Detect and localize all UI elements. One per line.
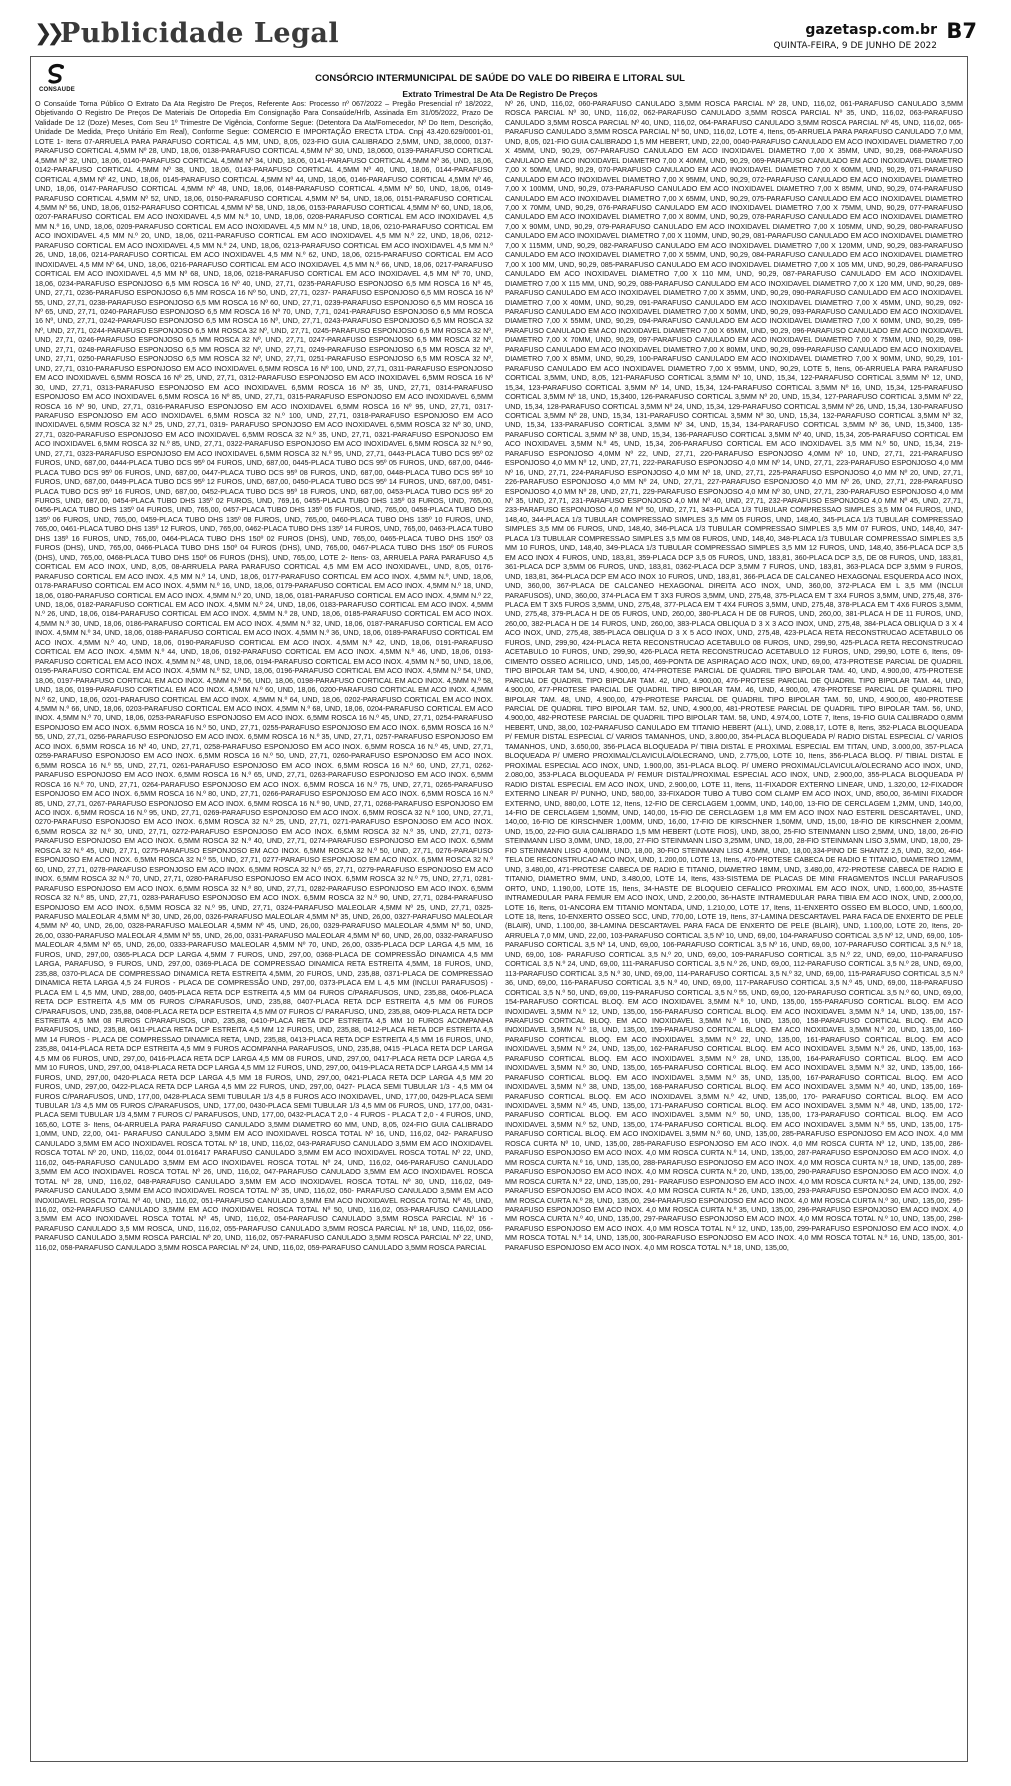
- organization-name: CONSÓRCIO INTERMUNICIPAL DE SAÚDE DO VALE DO RIBEIRA E LITORAL SUL: [315, 73, 685, 84]
- notice-column-right: [505, 99, 963, 1759]
- logo-text: CONSAUDE: [39, 87, 75, 93]
- issue-date: QUINTA-FEIRA, 9 DE JUNHO DE 2022: [773, 41, 937, 51]
- section-title: Publicidade Legal: [60, 18, 340, 49]
- notice-body-left: O Consaúde Torna Público O Extrato Da Ata Registro De Preços, Referente Aos: Processo nº 067/2022 – Pregão Presencial nº 18/2022, Objetivando O Registro De Preços De Materiais De Ortopedia Em Consignação Para Consaúde/Hrlb, Assinada Em 31/05/2022, Prazo De Validade De 12 (Doze) Meses, Com Seu 1º Trimestre De Vigência, Conforme Segue: (Detentora Da Ata/Fornecedor, Nº Do Item, Descrição, Unidade De Medida, Preço Unitário Em Real), Conforme Segue: COMERCIO E IMPORTAÇÃO ERECTA LTDA. Cnpj 43.420.629/0001-01, LOTE 1- Itens 07-ARRUELA PARA PARAFUSO CORTICAL 4,5 MM, UND, 8,05, 023-FIO GUIA CALIBRADO 2,5MM, UND, 38,0000, 0137-PARAFUSO CORTICAL 4,5MM Nº 28, UND, 18,06, 0138-PARAFUSO CORTICAL 4,5MM Nº 30, UND, 18,0600, 0139-PARAFUSO CORTICAL 4,5MM Nº 32, UND, 18,06, 0140-PARAFUSO CORTICAL 4,5MM Nº 34, UND, 18,06, 0141-PARAFUSO CORTICAL 4,5MM Nº 36, UND, 18,06, 0142-PARAFUSO CORTICAL 4,5MM Nº 38, UND, 18,06, 0143-PARAFUSO CORTICAL 4,5MM Nº 40, UND, 18,06, 0144-PARAFUSO CORTICAL 4,5MM Nº 42, UND, 18,06, 0145-PARAFUSO CORTICAL 4,5MM Nº 44, UND, 18,06, 0146-PARAFUSO CORTICAL 4,5MM Nº 46, UND, 18,06, 0147-PARAFUSO CORTICAL 4,5MM Nº 48, UND, 18,06, 0148-PARAFUSO CORTICAL 4,5MM Nº 50, UND, 18,06, 0149-PARAFUSO CORTICAL 4,5MM Nº 52, UND, 18,06, 0150-PARAFUSO CORTICAL 4,5MM Nº 54, UND, 18,06, 0151-PARAFUSO CORTICAL 4,5MM Nº 56, UND, 18,06, 0152-PARAFUSO CORTICAL 4,5MM Nº 58, UND, 18,06, 0153-PARAFUSO CORTICAL 4,5MM Nº 60, UND, 18,06, 0207-PARAFUSO CORTICAL EM ACO INOXIDAVEL 4,5 MM N.º 10, UND, 18,06, 0208-PARAFUSO CORTICAL EM ACO INOXIDAVEL 4,5 MM N.º 16, UND, 18,06, 0209-PARAFUSO CORTICAL EM ACO INOXIDAVEL 4,5 MM N.º 18, UND, 18,06, 0210-PARAFUSO CORTICAL EM ACO INOXIDAVEL 4,5 MM N.º 20, UND, 18,06, 0211-PARAFUSO CORTICAL EM ACO INOXIDAVEL 4,5 MM N.º 22, UND, 18,06, 0212-PARAFUSO CORTICAL EM ACO INOXIDAVEL 4,5 MM N.º 24, UND, 18,06, 0213-PARAFUSO CORTICAL EM ACO INOXIDAVEL 4,5 MM N.º 26, UND, 18,06, 0214-PARAFUSO CORTICAL EM ACO INOXIDAVEL 4,5 MM N.º 62, UND, 18,06, 0215-PARAFUSO CORTICAL EM ACO INOXIDAVEL 4,5 MM Nº 64, UND, 18,06, 0216-PARAFUSO CORTICAL EM ACO INOXIDAVEL 4,5 MM N.º 66, UND, 18,06, 0217-PARAFUSO CORTICAL EM ACO INOXIDAVEL 4,5 MM Nº 68, UND, 18,06, 0218-PARAFUSO CORTICAL EM ACO INOXIDAVEL 4,5 MM Nº 70, UND, 18,06, 0234-PARAFUSO ESPONJOSO 6,5 MM ROSCA 16 Nº 40, UND, 27,71, 0235-PARAFUSO ESPONJOSO 6,5 MM ROSCA 16 Nº 45, UND, 27,71, 0236-PARAFUSO ESPONJOSO 6,5 MM ROSCA 16 Nº 50, UND, 27,71, 0237- PARAFUSO ESPONJOSO 6,5 MM ROSCA 16 Nº 55, UND, 27,71, 0238-PARAFUSO ESPONJOSO 6,5 MM ROSCA 16 Nº 60, UND, 27,71, 0239-PARAFUSO ESPONJOSO 6,5 MM ROSCA 16 Nº 65, UND, 27,71, 0240-PARAFUSO ESPONJOSO 6,5 MM ROSCA 16 Nº 70, UND, 7,71, 0241-PARAFUSO ESPONJOSO 6,5 MM ROSCA 16 Nº, UND, 27,71, 0242-PARAFUSO ESPONJOSO 6,5 MM ROSCA 16 Nº, UND, 27,71, 0243-PARAFUSO ESPONJOSO 6,5 MM ROSCA 32 Nº, UND, 27,71, 0244-PARAFUSO ESPONJOSO 6,5 MM ROSCA 32 Nº, UND, 27,71, 0245-PARAFUSO ESPONJOSO 6,5 MM ROSCA 32 Nº, UND, 27,71, 0246-PARAFUSO ESPONJOSO 6,5 MM ROSCA 32 Nº, UND, 27,71, 0247-PARAFUSO ESPONJOSO 6,5 MM ROSCA 32 Nº, UND, 27,71, 0248-PARAFUSO ESPONJOSO 6,5 MM ROSCA 32 Nº, UND, 27,71, 0249-PARAFUSO ESPONJOSO 6,5 MM ROSCA 32 Nº, UND, 27,71, 0250-PARAFUSO ESPONJOSO 6,5 MM ROSCA 32 Nº, UND, 27,71, 0251-PARAFUSO ESPONJOSO 6,5 MM ROSCA 32 Nº, UND, 27,71, 0310-PARAFUSO ESPONJOSO EM ACO INOXIDAVEL 6,5MM ROSCA 16 Nº 100, UND, 27,71, 0311-PARAFUSO ESPONJOSO EM ACO INOXIDAVEL 6,5MM ROSCA 16 Nº 25, UND, 27,71, 0312-PARAFUSO ESPONJOSO EM ACO INOXIDAVEL 6,5MM ROSCA 16 Nº 30, UND, 27,71, 0313-PARAFUSO ESPONJOSO EM ACO INOXIDAVEL 6,5MM ROSCA 16 Nº 35, UND, 27,71, 0314-PARAFUSO ESPONJOSO EM ACO INOXIDAVEL 6,5MM ROSCA 16 Nº 85, UND, 27,71, 0315-PARAFUSO ESPONJOSO EM ACO INOXIDAVEL 6,5MM ROSCA 16 Nº 90, UND, 27,71, 0316-PARAFUSO ESPONJOSO EM ACO INOXIDAVEL 6,5MM ROSCA 16 Nº 95, UND, 27,71, 0317-PARAFUSO ESPONJOSO EM ACO INOXIDAVEL 6,5MM ROSCA 32 N.º 100, UND, 27,71, 0318-PARAFUSO ESPONJOSO EM ACO INOXIDAVEL 6,5MM ROSCA 32 N.º 25, UND, 27,71, 0319- PARAFUSO SPONJOSO EM ACO INOXIDAVEL 6,5MM ROSCA 32 Nº 30, UND, 27,71, 0320-PARAFUSO ESPONJOSO EM ACO INOXIDAVEL 6,5MM ROSCA 32 N.º 35, UND, 27,71, 0321-PARAFUSO ESPONJOSO EM ACO INOXIDAVEL 6,5MM ROSCA 32 N.º 85, UND, 27,71, 0322-PARAFUSO ESPONJOSO EM ACO INOXIDAVEL 6,5MM ROSCA 32 N.º 90, UND, 27,71, 0323-PARAFUSO ESPONJOSO EM ACO INOXIDAVEL 6,5MM ROSCA 32 N.º 95, UND, 27,71, 0443-PLACA TUBO DCS 95º 02 FUROS, UND, 687,00, 0444-PLACA TUBO DCS 95º 04 FUROS, UND, 687,00, 0445-PLACA TUBO DCS 95º 05 FUROS, UND, 687,00, 0446-PLACA TUBO DCS 95º 06 FUROS, UND, 687,00, 0447-PLACA TUBO DCS 95º 08 FUROS, UND, 687,00, 0448-PLACA TUBO DCS 95º 10 FUROS, UND, 687,00, 0449-PLACA TUBO DCS 95º 12 FUROS, UND, 687,00, 0450-PLACA TUBO DCS 95º 14 FUROS, UND, 687,00, 0451-PLACA TUBO DCS 95º 16 FUROS, UND, 687,00, 0452-PLACA TUBO DCS 95º 18 FUROS, UND, 687,00, 0453-PLACA TUBO DCS 95º 20 FUROS, UND, 687,00, 0454-PLACA TUBO DHS 135º 02 FUROS, UND, 769,16, 0455-PLACA TUBO DHS 135º 03 FUROS, UND, 765,00, 0456-PLACA TUBO DHS 135º 04 FUROS, UND, 765,00, 0457-PLACA TUBO DHS 135º 05 FUROS, UND, 765,00, 0458-PLACA TUBO DHS 135º 06 FUROS, UND, 765,00, 0459-PLACA TUBO DHS 135º 08 FUROS, UND, 765,00, 0460-PLACA TUBO DHS 135º 10 FUROS, UND, 765,00, 0461-PLACA TUBO DHS 135º 12 FUROS, UND, 765,00, 0462-PLACA TUBO DHS 135º 14 FUROS, UND, 765,00, 0463-PLACA TUBO DHS 135º 16 FUROS, UND, 765,00, 0464-PLACA TUBO DHS 150º 02 FUROS (DHS), UND, 765,00, 0465-PLACA TUBO DHS 150º 03 FUROS (DHS), UND, 765,00, 0466-PLACA TUBO DHS 150º 04 FUROS (DHS), UND, 765,00, 0467-PLACA TUBO DHS 150º 05 FUROS (DHS), UND, 765,00, 0468-PLACA TUBO DHS 150º 06 FUROS (DHS), UND, 765,00, LOTE 2- Itens- 03, ARRUELA PARA PARAFUSO 4,5 CORTICAL EM ACO INOX, UND, 8,05, 08-ARRUELA PARA PARAFUSO CORTICAL 4,5 MM EM ACO INOXIDAVEL, UND, 8,05, 0176-PARAFUSO CORTICAL EM ACO INOX. 4,5 MM N.º 14, UND, 18,06, 0177-PARAFUSO CORTICAL EM ACO INOX. 4,5MM N.º, UND, 18,06, 0178-PARAFUSO CORTICAL EM ACO INOX. 4,5MM N.º 16, UND, 18,06, 0179-PARAFUSO CORTICAL EM ACO INOX. 4,5MM N.º 18, UND, 18,06, 0180-PARAFUSO CORTICAL EM ACO INOX. 4,5MM N.º 20, UND, 18,06, 0181-PARAFUSO CORTICAL EM ACO INOX. 4,5MM N.º 22, UND, 18,06, 0182-PARAFUSO CORTICAL EM ACO INOX. 4,5MM N.º 24, UND, 18,06, 0183-PARAFUSO CORTICAL EM ACO INOX. 4,5MM N.º 26, UND, 18,06, 0184-PARAFUSO CORTICAL EM ACO INOX. 4,5MM N.º 28, UND, 18,06, 0185-PARAFUSO CORTICAL EM ACO INOX. 4,5MM N.º 30, UND, 18,06, 0186-PARAFUSO CORTICAL EM ACO INOX. 4,5MM N.º 32, UND, 18,06, 0187-PARAFUSO CORTICAL EM ACO INOX. 4,5MM N.º 34, UND, 18,06, 0188-PARAFUSO CORTICAL EM ACO INOX. 4,5MM N.º 36, UND, 18,06, 0189-PARAFUSO CORTICAL EM ACO INOX. 4,5MM N.º 40, UND, 18,06, 0190-PARAFUSO CORTICAL EM ACO INOX. 4,5MM N.º 42, UND, 18,06, 0191-PARAFUSO CORTICAL EM ACO INOX. 4,5MM N.º 44, UND, 18,06, 0192-PARAFUSO CORTICAL EM ACO INOX. 4,5MM N.º 46, UND, 18,06, 0193-PARAFUSO CORTICAL EM ACO INOX. 4,5MM N.º 48, UND, 18,06, 0194-PARAFUSO CORTICAL EM ACO INOX. 4,5MM N.º 50, UND, 18,06, 0195-PARAFUSO CORTICAL EM ACO INOX. 4,5MM N.º 52, UND, 18,06, 0196-PARAFUSO CORTICAL EM ACO INOX. 4,5MM N.º 54, UND, 18,06, 0197-PARAFUSO CORTICAL EM ACO INOX. 4,5MM N.º 56, UND, 18,06, 0198-PARAFUSO CORTICAL EM ACO INOX. 4,5MM N.º 58, UND, 18,06, 0199-PARAFUSO CORTICAL EM ACO INOX. 4,5MM N.º 60, UND, 18,06, 0200-PARAFUSO CORTICAL EM ACO INOX. 4,5MM N.º 62, UND, 18,06, 0201-PARAFUSO CORTICAL EM ACO INOX. 4,5MM N.º 64, UND, 18,06, 0202-PARAFUSO CORTICAL EM ACO INOX. 4,5MM N.º 66, UND, 18,06, 0203-PARAFUSO CORTICAL EM ACO INOX. 4,5MM N.º 68, UND, 18,06, 0204-PARAFUSO CORTICAL EM ACO INOX. 4,5MM N.º 70, UND, 18,06, 0253-PARAFUSO ESPONJOSO EM ACO INOX. 6,5MM ROSCA 16 N.º 45, UND, 27,71, 0254-PARAFUSO ESPONJOSO EM ACO INOX. 6,5MM ROSCA 16 N.º 50, UND, 27,71, 0255-PARAFUSO ESPONJOSO EM ACO INOX. 6,5MM ROSCA 16 N.º 55, UND, 27,71, 0256-PARAFUSO ESPONJOSO EM ACO INOX. 6,5MM ROSCA 16 N.º 35, UND, 27,71, 0257-PARAFUSO ESPONJOSO EM ACO INOX. 6,5MM ROSCA 16 Nº 40, UND, 27,71, 0258-PARAFUSO ESPONJOSO EM ACO INOX. 6,5MM ROSCA 16 N.º 45, UND, 27,71, 0259-PARAFUSO ESPONJOSO EM ACO INOX. 6,5MM ROSCA 16 N.º 50, UND, 27,71, 0260-PARAFUSO ESPONJOSO EM ACO INOX. 6,5MM ROSCA 16 N.º 55, UND, 27,71, 0261-PARAFUSO ESPONJOSO EM ACO INOX. 6,5MM ROSCA 16 N.º 60, UND, 27,71, 0262-PARAFUSO ESPONJOSO EM ACO INOX. 6,5MM ROSCA 16 N.º 65, UND, 27,71, 0263-PARAFUSO ESPONJOSO EM ACO INOX. 6,5MM ROSCA 16 N.º 70, UND, 27,71, 0264-PARAFUSO ESPONJOSO EM ACO INOX. 6,5MM ROSCA 16 N.º 75, UND, 27,71, 0265-PARAFUSO ESPONJOSO EM ACO INOX. 6,5MM ROSCA 16 N.º 80, UND, 27,71, 0266-PARAFUSO ESPONJOSO EM ACO INOX. 6,5MM ROSCA 16 N.º 85, UND, 27,71, 0267-PARAFUSO ESPONJOSO EM ACO INOX. 6,5MM ROSCA 16 N.º 90, UND, 27,71, 0268-PARAFUSO ESPONJOSO EM ACO INOX. 6,5MM ROSCA 16 N.º 95, UND, 27,71, 0269-PARAFUSO ESPONJOSO EM ACO INOX. 6,5MM ROSCA 32 N.º 100, UND, 27,71, 0270-PARAFUSO ESPONJOSO EM ACO INOX. 6,5MM ROSCA 32 N.º 25, UND, 27,71, 0271-PARAFUSO ESPONJOSO EM ACO INOX. 6,5MM ROSCA 32 N.º 30, UND, 27,71, 0272-PARAFUSO ESPONJOSO EM ACO INOX. 6,5MM ROSCA 32 N.º 35, UND, 27,71, 0273-PARAFUSO ESPONJOSO EM ACO INOX. 6,5MM ROSCA 32 N.º 40, UND, 27,71, 0274-PARAFUSO ESPONJOSO EM ACO INOX. 6,5MM ROSCA 32 N.º 45, UND, 27,71, 0275-PARAFUSO ESPONJOSO EM ACO INOX. 6,5MM ROSCA 32 N.º 50, UND, 27,71, 0276-PARAFUSO ESPONJOSO EM ACO INOX. 6,5MM ROSCA 32 N.º 55, UND, 27,71, 0277-PARAFUSO ESPONJOSO EM ACO INOX. 6,5MM ROSCA 32 N.º 60, UND, 27,71, 0278-PARAFUSO ESPONJOSO EM ACO INOX. 6,5MM ROSCA 32 N.º 65, 27,71, 0279-PARAFUSO ESPONJOSO EM ACO INOX. 6,5MM ROSCA 32 N.º 70, UND, 27,71, 0280-PARAFUSO ESPONJOSO EM ACO INOX. 6,5MM ROSCA 32 N.º 75, UND, 27,71, 0281-PARAFUSO ESPONJOSO EM ACO INOX. 6,5MM ROSCA 32 N.º 80, UND, 27,71, 0282-PARAFUSO ESPONJOSO EM ACO INOX. 6,5MM ROSCA 32 N.º 85, UND, 27,71, 0283-PARAFUSO ESPONJOSO EM ACO INOX. 6,5MM ROSCA 32 N.º 90, UND, 27,71, 0284-PARAFUSO ESPONJOSO EM ACO INOX. 6,5MM ROSCA 32 N.º 95, UND, 27,71, 0324-PARAFUSO MALEOLAR 4,5MM Nº 25, UND, 27,71, 0325-PARAFUSO MALEOLAR 4,5MM Nº 30, UND, 26,00, 0326-PARAFUSO MALEOLAR 4,5MM Nº 35, UND, 26,00, 0327-PARAFUSO MALEOLAR 4,5MM Nº 40, UND, 26,00, 0328-PARAFUSO MALEOLAR 4,5MM Nº 45, UND, 26,00, 0329-PARAFUSO MALEOLAR 4,5MM Nº 50, UND, 26,00, 0330-PARAFUSO MALEOLAR 4,5MM Nº 55, UND, 26,00, 0331-PARAFUSO MALEOLAR 4,5MM Nº 60, UND, 26,00, 0332-PARAFUSO MALEOLAR 4,5MM Nº 65, UND, 26,00, 0333-PARAFUSO MALEOLAR 4,5MM Nº 70, UND, 26,00, 0335-PLACA DCP LARGA 4,5 MM, 16 FUROS, UND, 297,00, 0365-PLACA DCP LARGA 4,5MM 7 FUROS, UND, 297,00, 0368-PLACA DE COMPRESSÃO DINAMICA 4,5 MM LARGA, PARAFUSO, 9 FUROS, UND, 297,00, 0369-PLACA DE COMPRESSAO DINAMICA RETA ESTREITA 4,5MM, 18 FUROS, UND, 235,88, 0370-PLACA DE COMPRESSAO DINAMICA RETA ESTREITA 4,5MM, 20 FUROS, UND, 235,88, 0371-PLACA DE COMPRESSAO DINAMICA RETA LARGA 4,5 24 FUROS - PLACA DE COMPRESSÃO UND, 297,00, 0373-PLACA EM L 4,5 MM (INCLUI PARAFUSOS) - PLACA EM L 4,5 MM, UND, 288,00, 0405-PLACA RETA DCP ESTREITA 4,5 MM 04 FUROS C/PARAFUSOS, UND, 235,88, 0406-PLACA RETA DCP ESTREITA 4,5 MM 05 FUROS C/PARAFUSOS, UND, 235,88, 0407-PLACA RETA DCP ESTREITA 4,5 MM 06 FUROS C/PARAFUSOS, UND, 235,88, 0408-PLACA RETA DCP ESTREITA 4,5 MM 07 FUROS C/ PARAFUSO, UND, 235,88, 0409-PLACA RETA DCP ESTREITA 4,5 MM 08 FUROS C/PARAFUSOS, UND, 235,88, 0410-PLACA RETA DCP ESTREITA 4,5 MM 10 FUROS ACOMPANHA PARAFUSOS, UND, 235,88, 0411-PLACA RETA DCP ESTREITA 4,5 MM 12 FUROS, UND, 235,88, 0412-PLACA RETA DCP ESTREITA 4,5 MM 14 FUROS - PLACA DE COMPRESSAO DINAMICA RETA, UND, 235,88, 0413-PLACA RETA DCP ESTREITA 4,5 MM 16 FUROS, UND, 235,88, 0414-PLACA RETA DCP ESTREITA 4,5 MM 9 FUROS ACOMPANHA PARAFUSOS, UND, 235,88, 0415 -PLACA RETA DCP LARGA 4,5 MM 06 FUROS, UND, 297,00, 0416-PLACA RETA DCP LARGA 4,5 MM 08 FUROS, UND, 297,00, 0417-PLACA RETA DCP LARGA 4,5 MM 10 FUROS, UND, 297,00, 0418-PLACA RETA DCP LARGA 4,5 MM 12 FUROS, UND, 297,00, 0419-PLACA RETA DCP LARGA 4,5 MM 14 FUROS, UND, 297,00, 0420-PLACA RETA DCP LARGA 4,5 MM 18 FUROS, UND, 297,00, 0421-PLACA RETA DCP LARGA 4,5 MM 20 FUROS, UND, 297,00, 0422-PLACA RETA DCP LARGA 4,5 MM 22 FUROS, UND, 297,00, 0427- PLACA SEMI TUBULAR 1/3 - 4,5 MM 04 FUROS C/PARAFUSOS, UND, 177,00, 0428-PLACA SEMI TUBULAR 1/3 4,5 8 FUROS ACO INOXIDAVEL, UND, 177,00, 0429-PLACA SEMI TUBULAR 1/3 4,5 MM 05 FUROS C/PARAFUSOS, UND, 177,00, 0430-PLACA SEMI TUBULAR 1/3 4,5 MM 06 FUROS, UND, 177,00, 0431-PLACA SEMI TUBULAR 1/3 4,5MM 7 FUROS C/ PARAFUSOS, UND, 177,00, 0432-PLACA T 2,0 - 4 FUROS - PLACA T 2,0 - 4 FUROS, UND, 165,60, LOTE 3- Itens, 04-ARRUELA PARA PARAFUSO CANULADO 3,5MM DIAMETRO 60 MM, UND, 8,05, 024-FIO GUIA CALIBRADO 1,0MM, UND, 22,00, 041- PARAFUSO CANULADO 3,5MM EM ACO INOXIDAVEL ROSCA TOTAL Nº 16, UND, 116,02, 042- PARAFUSO CANULADO 3,5MM EM ACO INOXIDAVEL ROSCA TOTAL Nº 18, UND, 116,02, 043-PARAFUSO CANULADO 3,5MM EM ACO INOXIDAVEL ROSCA TOTAL Nº 20, UND, 116,02, 0044 01.016417 PARAFUSO CANULADO 3,5MM EM ACO INOXIDAVEL ROSCA TOTAL Nº 22, UND, 116,02, 045-PARAFUSO CANULADO 3,5MM EM ACO INOXIDAVEL ROSCA TOTAL Nº 24, UND, 116,02, 046-PARAFUSO CANULADO 3,5MM EM ACO INOXIDAVEL ROSCA TOTAL Nº 26, UND, 116,02, 047-PARAFUSO CANULADO 3,5MM EM ACO INOXIDAVEL ROSCA TOTAL Nº 28, UND, 116,02, 048-PARAFUSO CANULADO 3,5MM EM ACO INOXIDAVEL ROSCA TOTAL Nº 30, UND, 116,02, 049-PARAFUSO CANULADO 3,5MM EM ACO INOXIDAVEL ROSCA TOTAL Nº 35, UND, 116,02, 050- PARAFUSO CANULADO 3,5MM EM ACO INOXIDAVEL ROSCA TOTAL Nº 40, UND, 116,02, 051-PARAFUSO CANULADO 3,5MM EM ACO INOXIDAVEL ROSCA TOTAL Nº 45, UND, 116,02, 052-PARAFUSO CANULADO 3,5MM EM ACO INOXIDAVEL ROSCA TOTAL Nº 50, UND, 116,02, 053-PARAFUSO CANULADO 3,5MM EM ACO INOXIDAVEL ROSCA TOTAL Nº 45, UND, 116,02, 054-PARAFUSO CANULADO 3,5MM ROSCA PARCIAL Nº 16 - PARAFUSO CANULADO 3,5 MM ROSCA, UND, 116,02, 055-PARAFUSO CANULADO 3,5MM ROSCA PARCIAL Nº 18, UND, 116,02, 056-PARAFUSO CANULADO 3,5MM ROSCA PARCIAL Nº 20, UND, 116,02, 057-PARAFUSO CANULADO 3,5MM ROSCA PARCIAL Nº 22, UND, 116,02, 058-PARAFUSO CANULADO 3,5MM ROSCA PARCIAL Nº 24, UND, 116,02, 059-PARAFUSO CANULADO 3,5MM ROSCA PARCIAL: [35, 99, 493, 1252]
- double-chevron-right-icon: ❯❯: [34, 21, 59, 46]
- site-name: gazetasp.com.br: [805, 22, 937, 38]
- legal-notice: [30, 56, 968, 1762]
- notice-column-left: [35, 99, 493, 1759]
- notice-body-right: Nº 26, UND, 116,02, 060-PARAFUSO CANULADO 3,5MM ROSCA PARCIAL Nº 28, UND, 116,02, 061-PARAFUSO CANULADO 3,5MM ROSCA PARCIAL Nº 30, UND, 116,02, 062-PARAFUSO CANULADO 3,5MM ROSCA PARCIAL Nº 35, UND, 116,02, 063-PARAFUSO CANULADO 3,5MM ROSCA PARCIAL Nº 40, UND, 116,02, 064-PARAFUSO CANULADO 3,5MM ROSCA PARCIAL Nº 45, UND, 116,02, 065-PARAFUSO CANULADO 3,5MM ROSCA PARCIAL Nº 50, UND, 116,02, LOTE 4, Itens, 05-ARRUELA PARA PARAFUSO CANULADO 7,0 MM, UND, 8,05, 021-FIO GUIA CALIBRADO 1,5 MM HEBERT, UND, 22,00, 0040-PARAFUSO CANULADO EM ACO INOXIDAVEL DIAMETRO 7,00 X 45MM, UND, 90,29, 067-PARAFUSO CANULADO EM ACO INOXIDAVEL DIAMETRO 7,00 X 35MM, UND, 90,29, 068-PARAFUSO CANULADO EM ACO INOXIDAVEL DIAMETRO 7,00 X 40MM, UND, 90,29, 069-PARAFUSO CANULADO EM ACO INOXIDAVEL DIAMETRO 7,00 X 50MM, UND, 90,29, 070-PARAFUSO CANULADO EM ACO INOXIDAVEL DIAMETRO 7,00 X 60MM, UND, 90,29, 071-PARAFUSO CANULADO EM ACO INOXIDAVEL DIAMETRO 7,00 X 95MM, UND, 90,29, 072-PARAFUSO CANULADO EM ACO INOXIDAVEL DIAMETRO 7,00 X 100MM, UND, 90,29, 073-PARAFUSO CANULADO EM ACO INOXIDAVEL DIAMETRO 7,00 X 85MM, UND, 90,29, 074-PARAFUSO CANULADO EM ACO INOXIDAVEL DIAMETRO 7,00 X 65MM, UND, 90,29, 075-PARAFUSO CANULADO EM ACO INOXIDAVEL DIAMETRO 7,00 X 70MM, UND, 90,29, 076-PARAFUSO CANULADO EM ACO INOXIDAVEL DIAMETRO 7,00 X 75MM, UND, 90,29, 077-PARAFUSO CANULADO EM ACO INOXIDAVEL DIAMETRO 7,00 X 80MM, UND, 90,29, 078-PARAFUSO CANULADO EM ACO INOXIDAVEL DIAMETRO 7,00 X 90MM, UND, 90,29, 079-PARAFUSO CANULADO EM ACO INOXIDAVEL DIAMETRO 7,00 X 105MM, UND, 90,29, 080-PARAFUSO CANULADO EM ACO INOXIDAVEL DIAMETRO 7,00 X 110MM, UND, 90,29, 081-PARAFUSO CANULADO EM ACO INOXIDAVEL DIAMETRO 7,00 X 115MM, UND, 90,29, 082-PARAFUSO CANULADO EM ACO INOXIDAVEL DIAMETRO 7,00 X 120MM, UND, 90,29, 083-PARAFUSO CANULADO EM ACO INOXIDAVEL DIAMETRO 7,00 X 55MM, UND, 90,29, 084-PARAFUSO CANULADO EM ACO INOXIDAVEL DIAMETRO 7,00 X 100 MM, UND, 90,29, 085-PARAFUSO CANULADO EM ACO INOXIDAVEL DIAMETRO 7,00 X 105 MM, UND, 90,29, 086-PARAFUSO CANULADO EM ACO INOXIDAVEL DIAMETRO 7,00 X 110 MM, UND, 90,29, 087-PARAFUSO CANULADO EM ACO INOXIDAVEL DIAMETRO 7,00 X 115 MM, UND, 90,29, 088-PARAFUSO CANULADO EM ACO INOXIDAVEL DIAMETRO 7,00 X 120 MM, UND, 90,29, 089-PARAFUSO CANULADO EM ACO INOXIDAVEL DIAMETRO 7,00 X 35MM, UND, 90,29, 090-PARAFUSO CANULADO EM ACO INOXIDAVEL DIAMETRO 7,00 X 40MM, UND, 90,29, 091-PARAFUSO CANULADO EM ACO INOXIDAVEL DIAMETRO 7,00 X 45MM, UND, 90,29, 092-PARAFUSO CANULADO EM ACO INOXIDAVEL DIAMETRO 7,00 X 50MM, UND, 90,29, 093-PARAFUSO CANULADO EM ACO INOXIDAVEL DIAMETRO 7,00 X 55MM, UND, 90,29, 094-PARAFUSO CANULADO EM ACO INOXIDAVEL DIAMETRO 7,00 X 60MM, UND, 90,29, 095-PARAFUSO CANULADO EM ACO INOXIDAVEL DIAMETRO 7,00 X 65MM, UND, 90,29, 096-PARAFUSO CANULADO EM ACO INOXIDAVEL DIAMETRO 7,00 X 70MM, UND, 90,29, 097-PARAFUSO CANULADO EM ACO INOXIDAVEL DIAMETRO 7,00 X 75MM, UND, 90,29, 098-PARAFUSO CANULADO EM ACO INOXIDAVEL DIAMETRO 7,00 X 80MM, UND, 90,29, 099-PARAFUSO CANULADO EM ACO INOXIDAVEL DIAMETRO 7,00 X 85MM, UND, 90,29, 100-PARAFUSO CANULADO EM ACO INOXIDAVEL DIAMETRO 7,00 X 90MM, UND, 90,29, 101-PARAFUSO CANULADO EM ACO INOXIDAVEL DIAMETRO 7,00 X 95MM, UND, 90,29, LOTE 5, Itens, 06-ARRUELA PARA PARAFUSO CORTICAL 3,5MM, UND, 8,05, 121-PARAFUSO CORTICAL 3,5MM Nº 10, UND, 15,34, 122-PARAFUSO CORTICAL 3,5MM Nº 12, UND, 15,34, 123-PARAFUSO CORTICAL 3,5MM Nº 14, UND, 15,34, 124-PARAFUSO CORTICAL 3,5MM Nº 16, UND, 15,34, 125-PARAFUSO CORTICAL 3,5MM Nº 18, UND, 15,3400, 126-PARAFUSO CORTICAL 3,5MM Nº 20, UND, 15,34, 127-PARAFUSO CORTICAL 3,5MM Nº 22, UND, 15,34, 128-PARAFUSO CORTICAL 3,5MM Nº 24, UND, 15,34, 129-PARAFUSO CORTICAL 3,5MM Nº 26, UND, 15,34, 130-PARAFUSO CORTICAL 3,5MM Nº 28, UND, 15,34, 131-PARAFUSO CORTICAL 3,5MM Nº 30, UND, 15,34, 132-PARAFUSO CORTICAL 3,5MM Nº 32, UND, 15,34, 133-PARAFUSO CORTICAL 3,5MM Nº 34, UND, 15,34, 134-PARAFUSO CORTICAL 3,5MM Nº 36, UND, 15,3400, 135-PARAFUSO CORTICAL 3,5MM Nº 38, UND, 15,34, 136-PARAFUSO CORTICAL 3,5MM Nº 40, UND, 15,34, 205-PARAFUSO CORTICAL EM ACO INOXIDAVEL 3,5MM N.º 45, UND, 15,34, 206-PARAFUSO CORTICAL EM ACO INOXIDAVEL 3,5 MM N.º 50, UND, 15,34, 219-PARAFUSO ESPONJOSO 4,0MM Nº 22, UND, 27,71, 220-PARAFUSO ESPONJOSO 4,0MM Nº 10, UND, 27,71, 221-PARAFUSO ESPONJOSO 4,0 MM Nº 12, UND, 27,71, 222-PARAFUSO ESPONJOSO 4,0 MM Nº 14, UND, 27,71, 223-PARAFUSO ESPONJOSO 4,0 MM Nº 16, UND, 27,71, 224-PARAFUSO ESPONJOSO 4,0 MM Nº 18, UND, 27,71, 225-PARAFUSO ESPONJOSO 4,0 MM Nº 20, UND, 27,71, 226-PARAFUSO ESPONJOSO 4,0 MM Nº 24, UND, 27,71, 227-PARAFUSO ESPONJOSO 4,0 MM Nº 26, UND, 27,71, 228-PARAFUSO ESPONJOSO 4,0 MM Nº 28, UND, 27,71, 229-PARAFUSO ESPONJOSO 4,0 MM Nº 30, UND, 27,71, 230-PARAFUSO ESPONJOSO 4,0 MM Nº 35, UND, 27,71, 231-PARAFUSO ESPONJOSO 4,0 MM Nº 40, UND, 27,71, 232-PARAFUSO ESPONJOSO 4,0 MM Nº 45, UND, 27,71, 233-PARAFUSO ESPONJOSO 4,0 MM Nº 50, UND, 27,71, 343-PLACA 1/3 TUBULAR COMPRESSAO SIMPLES 3,5 MM 04 FUROS, UND, 148,40, 344-PLACA 1/3 TUBULAR COMPRESSAO SIMPLES 3,5 MM 05 FUROS, UND, 148,40, 345-PLACA 1/3 TUBULAR COMPRESSAO SIMPLES 3,5 MM 06 FUROS, UND, 148,40, 346-PLACA 1/3 TUBULAR COMPRESSAO SIMPLES 3,5 MM 07 FUROS, UND, 148,40, 347-PLACA 1/3 TUBULAR COMPRESSAO SIMPLES 3,5 MM 08 FUROS, UND, 148,40, 348-PLACA 1/3 TUBULAR COMPRESSAO SIMPLES 3,5 MM 10 FUROS, UND, 148,40, 349-PLACA 1/3 TUBULAR COMPRESSAO SIMPLES 3,5 MM 12 FUROS, UND, 148,40, 356-PLACA DCP 3,5 EM ACO INOX 4 FUROS, UND, 183,81, 359-PLACA DCP 3,5 05 FUROS, UND, 183,81, 360-PLACA DCP 3,5, DE 08 FUROS, UND, 183,81, 361-PLACA DCP 3,5MM 06 FUROS, UND, 183,81, 0362-PLACA DCP 3,5MM 7 FUROS, UND, 183,81, 363-PLACA DCP 3,5MM 9 FUROS, UND, 183,81, 364-PLACA DCP EM ACO INOX 10 FUROS, UND, 183,81, 366-PLACA DE CALCANEO HEXAGONAL ESQUERDA ACO INOX, UND, 360,00, 367-PLACA DE CALCANEO HEXAGONAL DIREITA ACO INOX, UND, 360,00, 372-PLACA EM L 3,5 MM (INCLUI PARAFUSOS), UND, 360,00, 374-PLACA EM T 3X3 FUROS 3,5MM, UND, 275,48, 375-PLACA EM T 3X4 FUROS 3,5MM, UND, 275,48, 376-PLACA EM T 3X5 FUROS 3,5MM, UND, 275,48, 377-PLACA EM T 4X4 FUROS 3,5MM, UND, 275,48, 378-PLACA EM T 4X6 FUROS 3,5MM, UND, 275,48, 379-PLACA H DE 05 FUROS, UND, 260,00, 380-PLACA H DE 08 FUROS, UND, 260,00, 381-PLACA H DE 11 FUROS, UND, 260,00, 382-PLACA H DE 14 FUROS, UND, 260,00, 383-PLACA OBLIQUA D 3 X 3 ACO INOX, UND, 275,48, 384-PLACA OBLIQUA D 3 X 4 ACO INOX, UND, 275,48, 385-PLACA OBLIQUA D 3 X 5 ACO INOX, UND, 275,48, 423-PLACA RETA RECONSTRUCAO ACETABULO 06 FUROS, UND, 299,90, 424-PLACA RETA RECONSTRUCAO ACETABULO 08 FUROS, UND, 299,90, 425-PLACA RETA RECONSTRUCAO ACETABULO 10 FUROS, UND, 299,90, 426-PLACA RETA RECONSTRUCAO ACETABULO 12 FUROS, UND, 299,90, LOTE 6, Itens, 09-CIMENTO OSSEO ACRILICO, UND, 145,00, 469-PONTA DE ASPIRAÇAO ACO INOX, UND, 69,00, 473-PROTESE PARCIAL DE QUADRIL TIPO BIPOLAR TAM 54, UND, 4.900,00, 474-PROTESE PARCIAL DE QUADRIL TIPO BIPOLAR TAM. 40, UND, 4.900,00, 475-PROTESE PARCIAL DE QUADRIL TIPO BIPOLAR TAM. 42, UND, 4.900,00, 476-PROTESE PARCIAL DE QUADRIL TIPO BIPOLAR TAM. 44, UND, 4.900,00, 477-PROTESE PARCIAL DE QUADRIL TIPO BIPOLAR TAM. 46, UND, 4.900,00, 478-PROTESE PARCIAL DE QUADRIL TIPO BIPOLAR TAM. 48, UND, 4.900,00, 479-PROTESE PARCIAL DE QUADRIL TIPO BIPOLAR TAM. 50, UND, 4.900,00, 480-PROTESE PARCIAL DE QUADRIL TIPO BIPOLAR TAM. 52, UND, 4.900,00, 481-PROTESE PARCIAL DE QUADRIL TIPO BIPOLAR TAM. 56, UND, 4.900,00, 482-PROTESE PARCIAL DE QUADRIL TIPO BIPOLAR TAM. 58, UND, 4.974,00, LOTE 7, Itens, 19-FIO GUIA CALIBRADO 0,8MM HEBERT, UND, 38,00, 102-PARAFUSO CANULADO EM TITANIO HEBERT (ALL), UND, 2.088,17, LOTE 8, Itens, 352-PLACA BLOQUEADA P/ FEMUR DISTAL ESPECIAL C/ VARIOS TAMANHOS, UND, 3.800,00, 354-PLACA BLOQUEADA P/ RADIO DISTAL ESPECIAL C/ VARIOS TAMANHOS, UND, 3.650,00, 356-PLACA BLOQUEADA P/ TIBIA DISTAL E PROXIMAL ESPECIAL EM TITAN, UND, 3.000,00, 357-PLACA BLOQUEADA P/ UMERO PROXIMAL/CLAVICULA/OLECRANO, UND, 2.775,00, LOTE 10, Itens, 356-PLACA BLOQ. P/ TIBIAL DISTAL E PROXIMAL ESPECIAL ACO INOX, UND, 1.900,00, 351-PLACA BLOQ. P/ UMERO PROXIMAL/CLAVICULA/OLECRANO ACO INOX, UND, 2.080,00, 353-PLACA BLOQUEADA P/ FEMUR DISTAL/PROXIMAL ESPECIAL ACO INOX, UND, 2.900,00, 355-PLACA BLOQUEADA P/ RADIO DISTAL ESPECIAL EM ACO INOX, UND, 2.900,00, LOTE 11, Itens, 11-FIXADOR EXTERNO LINEAR, UND, 1.320,00, 12-FIXADOR EXTERNO LINEAR P/ PUNHO, UND, 580,00, 33-FIXADOR TUBO A TUBO COM CLAMP EM ACO INOX, UND, 850,00, 36-MINI FIXADOR EXTERNO, UND, 880,00, LOTE 12, Itens, 12-FIO DE CERCLAGEM 1,00MM, UND, 140,00, 13-FIO DE CERCLAGEM 1,2MM, UND, 140,00, 14-FIO DE CERCLAGEM 1,50MM, UND, 140,00, 15-FIO DE CERCLAGEM 1,8 MM EM ACO INOX NAO ESTERIL DESCARTAVEL, UND, 140,00, 16-FIO DE KIRSCHNER 1,00MM, UND, 16,00, 17-FIO DE KIRSCHNER 1,50MM, UND, 15,00, 18-FIO DE KIRSCHNER 2,00MM, UND, 15,00, 22-FIO GUIA CALIBRADO 1,5 MM HEBERT (LOTE FIOS), UND, 38,00, 25-FIO STEINMANN LISO 2,5MM, UND, 18,00, 26-FIO STEINMANN LISO 3,0MM, UND, 18,00, 27-FIO STEINMANN LISO 3,25MM, UND, 18,00, 28-FIO STEINMANN LISO 3,5MM, UND, 18,00, 29-FIO STEINMANN LISO 4,00MM, UND, 18,00, 30-FIO STEINMANN LISO 4,5MM, UND, 18,00,334-PINO DE SHANTZ 2,5, UND, 32,00, 464-TELA DE RECONSTRUCAO ACO INOX, UND, 1.200,00, LOTE 13, Itens, 470-PROTESE CABECA DE RADIO E TITANIO, DIAMETRO 12MM, UND, 3.480,00, 471-PROTESE CABECA DE RADIO E TITANIO, DIAMETRO 18MM, UND, 3.480,00, 472-PROTESE CABECA DE RADIO E TITANIO, DIAMETRO 9MM, UND, 3.480,00, LOTE 14, Itens, 433-SISTEMA DE PLACAS DE MINI FRAGMENTOS INCLUI PARAFUSOS ORTO, UND, 1.190,00, LOTE 15, Itens, 34-HASTE DE BLOQUEIO CEFALICO PROXIMAL EM ACO INOX, UND, 1.600,00, 35-HASTE INTRAMEDULAR PARA FEMUR EM ACO INOX, UND, 2.200,00, 36-HASTE INTRAMEDULAR PARA TIBIA EM ACO INOX, UND, 2.000,00, LOTE 16, Itens, 01-ANCORA EM TITANIO MONTADA, UND, 1.210,00, LOTE 17, Itens, 11-ENXERTO OSSEO EM BLOCO, UND, 1.600,00, LOTE 18, Itens, 10-ENXERTO OSSEO SCC, UND, 770,00, LOTE 19, Itens, 37-LAMINA DESCARTAVEL PARA FACA DE ENXERTO DE PELE (BLAIR), UND, 1.100,00, 38-LAMINA DESCARTAVEL PARA FACA DE ENXERTO DE PELE (BLAIR), UND, 1.100,00, LOTE 20, Itens, 20-ARRUELA 7,0 MM, UND, 22,00, 103-PARAFUSO CORTICAL 3,5 Nº 10, UND, 69,00, 104-PARAFUSO CORTICAL 3,5 Nº 12, UND, 69,00, 105-PARAFUSO CORTICAL 3,5 Nº 14, UND, 69,00, 106-PARAFUSO CORTICAL 3,5 Nº 16, UND, 69,00, 107-PARAFUSO CORTICAL 3,5 N.º 18, UND, 69,00, 108- PARAFUSO CORTICAL 3,5 N.º 20, UND, 69,00, 109-PARAFUSO CORTICAL 3,5 N.º 22, UND, 69,00, 110-PARAFUSO CORTICAL 3,5 N.º 24, UND, 69,00, 111-PARAFUSO CORTICAL 3,5 N.º 26, UND, 69,00, 112-PARAFUSO CORTICAL 3,5 N.º 28, UND, 69,00, 113-PARAFUSO CORTICAL 3,5 N.º 30, UND, 69,00, 114-PARAFUSO CORTICAL 3,5 N.º 32, UND, 69,00, 115-PARAFUSO CORTICAL 3,5 N.º 36, UND, 69,00, 116-PARAFUSO CORTICAL 3,5 N.º 40, UND, 69,00, 117-PARAFUSO CORTICAL 3,5 N.º 45, UND, 69,00, 118-PARAFUSO CORTICAL 3,5 N.º 50, UND, 69,00, 119-PARAFUSO CORTICAL 3,5 N.º 55, UND, 69,00, 120-PARAFUSO CORTICAL 3,5 N.º 60, UND, 69,00, 154-PARAFUSO CORTICAL BLOQ. EM ACO INOXIDAVEL 3,5MM N.º 10, UND, 135,00, 155-PARAFUSO CORTICAL BLOQ. EM ACO INOXIDAVEL 3,5MM N.º 12, UND, 135,00, 156-PARAFUSO CORTICAL BLOQ. EM ACO INOXIDAVEL 3,5MM N.º 14, UND, 135,00, 157-PARAFUSO CORTICAL BLOQ. EM ACO INOXIDAVEL 3,5MM N.º 16, UND, 135,00, 158-PARAFUSO CORTICAL BLOQ. EM ACO INOXIDAVEL 3,5MM N.º 18, UND, 135,00, 159-PARAFUSO CORTICAL BLOQ. EM ACO INOXIDAVEL 3,5MM N.º 20, UND, 135,00, 160-PARAFUSO CORTICAL BLOQ. EM ACO INOXIDAVEL 3,5MM N.º 22, UND, 135,00, 161-PARAFUSO CORTICAL BLOQ. EM ACO INOXIDAVEL 3,5MM N.º 24, UND, 135,00, 162-PARAFUSO CORTICAL BLOQ. EM ACO INOXIDAVEL 3,5MM N.º 26, UND, 135,00, 163-PARAFUSO CORTICAL BLOQ. EM ACO INOXIDAVEL 3,5MM N.º 28, UND, 135,00, 164-PARAFUSO CORTICAL BLOQ. EM ACO INOXIDAVEL 3,5MM N.º 30, UND, 135,00, 165-PARAFUSO CORTICAL BLOQ. EM ACO INOXIDAVEL 3,5MM N.º 32, UND, 135,00, 166-PARAFUSO CORTICAL BLOQ. EM ACO INOXIDAVEL 3,5MM N.º 35, UND, 135,00, 167-PARAFUSO CORTICAL BLOQ. EM ACO INOXIDAVEL 3,5MM N.º 38, UND, 135,00, 168-PARAFUSO CORTICAL BLOQ. EM ACO INOXIDAVEL 3,5MM N.º 40, UND, 135,00, 169-PARAFUSO CORTICAL BLOQ. EM ACO INOXIDAVEL 3,5MM N.º 42, UND, 135,00, 170- PARAFUSO CORTICAL BLOQ. EM ACO INOXIDAVEL 3,5MM N.º 45, UND, 135,00, 171-PARAFUSO CORTICAL BLOQ. EM ACO INOXIDAVEL 3,5MM N.º 48, UND, 135,00, 172-PARAFUSO CORTICAL BLOQ. EM ACO INOXIDAVEL 3,5MM N.º 50, UND, 135,00, 173-PARAFUSO CORTICAL BLOQ. EM ACO INOXIDAVEL 3,5MM N.º 52, UND, 135,00, 174-PARAFUSO CORTICAL BLOQ. EM ACO INOXIDAVEL 3,5MM N.º 55, UND, 135,00, 175-PARAFUSO CORTICAL BLOQ. EM ACO INOXIDAVEL 3,5MM N.º 60, UND, 135,00, 285-PARAFUSO ESPONJOSO EM ACO INOX. 4,0 MM ROSCA CURTA Nº 10, UND, 135,00, 285-PARAFUSO ESPONJOSO EM ACO INOX. 4,0 MM ROSCA CURTA Nº 12, UND, 135,00, 286-PARAFUSO ESPONJOSO EM ACO INOX. 4,0 MM ROSCA CURTA N.º 14, UND, 135,00, 287-PARAFUSO ESPONJOSO EM ACO INOX. 4,0 MM ROSCA CURTA N.º 16, UND, 135,00, 288-PARAFUSO ESPONJOSO EM ACO INOX. 4,0 MM ROSCA CURTA N.º 18, UND, 135,00, 289-PARAFUSO ESPONJOSO EM ACO INOX. 4,0 MM ROSCA CURTA N.º 20, UND, 135,00, 290-PARAFUSO ESPONJOSO EM ACO INOX. 4,0 MM ROSCA CURTA N.º 22, UND, 135,00, 291- PARAFUSO ESPONJOSO EM ACO INOX. 4,0 MM ROSCA CURTA N.º 24, UND, 135,00, 292-PARAFUSO ESPONJOSO EM ACO INOX. 4,0 MM ROSCA CURTA N.º 26, UND, 135,00, 293-PARAFUSO ESPONJOSO EM ACO INOX. 4,0 MM ROSCA CURTA N.º 28, UND, 135,00, 294-PARAFUSO ESPONJOSO EM ACO INOX. 4,0 MM ROSCA CURTA N.º 30, UND, 135,00, 295-PARAFUSO ESPONJOSO EM ACO INOX. 4,0 MM ROSCA CURTA N.º 35, UND, 135,00, 296-PARAFUSO ESPONJOSO EM ACO INOX. 4,0 MM ROSCA CURTA N.º 40, UND, 135,00, 297-PARAFUSO ESPONJOSO EM ACO INOX. 4,0 MM ROSCA TOTAL N.º 10, UND, 135,00, 298-PARAFUSO ESPONJOSO EM ACO INOX. 4,0 MM ROSCA TOTAL N.º 12, UND, 135,00, 299-PARAFUSO ESPONJOSO EM ACO INOX. 4,0 MM ROSCA TOTAL N.º 14, UND, 135,00, 300-PARAFUSO ESPONJOSO EM ACO INOX. 4,0 MM ROSCA TOTAL N.º 16, UND, 135,00, 301-PARAFUSO ESPONJOSO EM ACO INOX. 4,0 MM ROSCA TOTAL N.º 18, UND, 135,00,: [505, 99, 963, 1252]
- page-number: B7: [946, 19, 977, 43]
- masthead: [0, 0, 1011, 51]
- notice-title: Extrato Trimestral De Ata De Registro De Preços: [402, 89, 598, 99]
